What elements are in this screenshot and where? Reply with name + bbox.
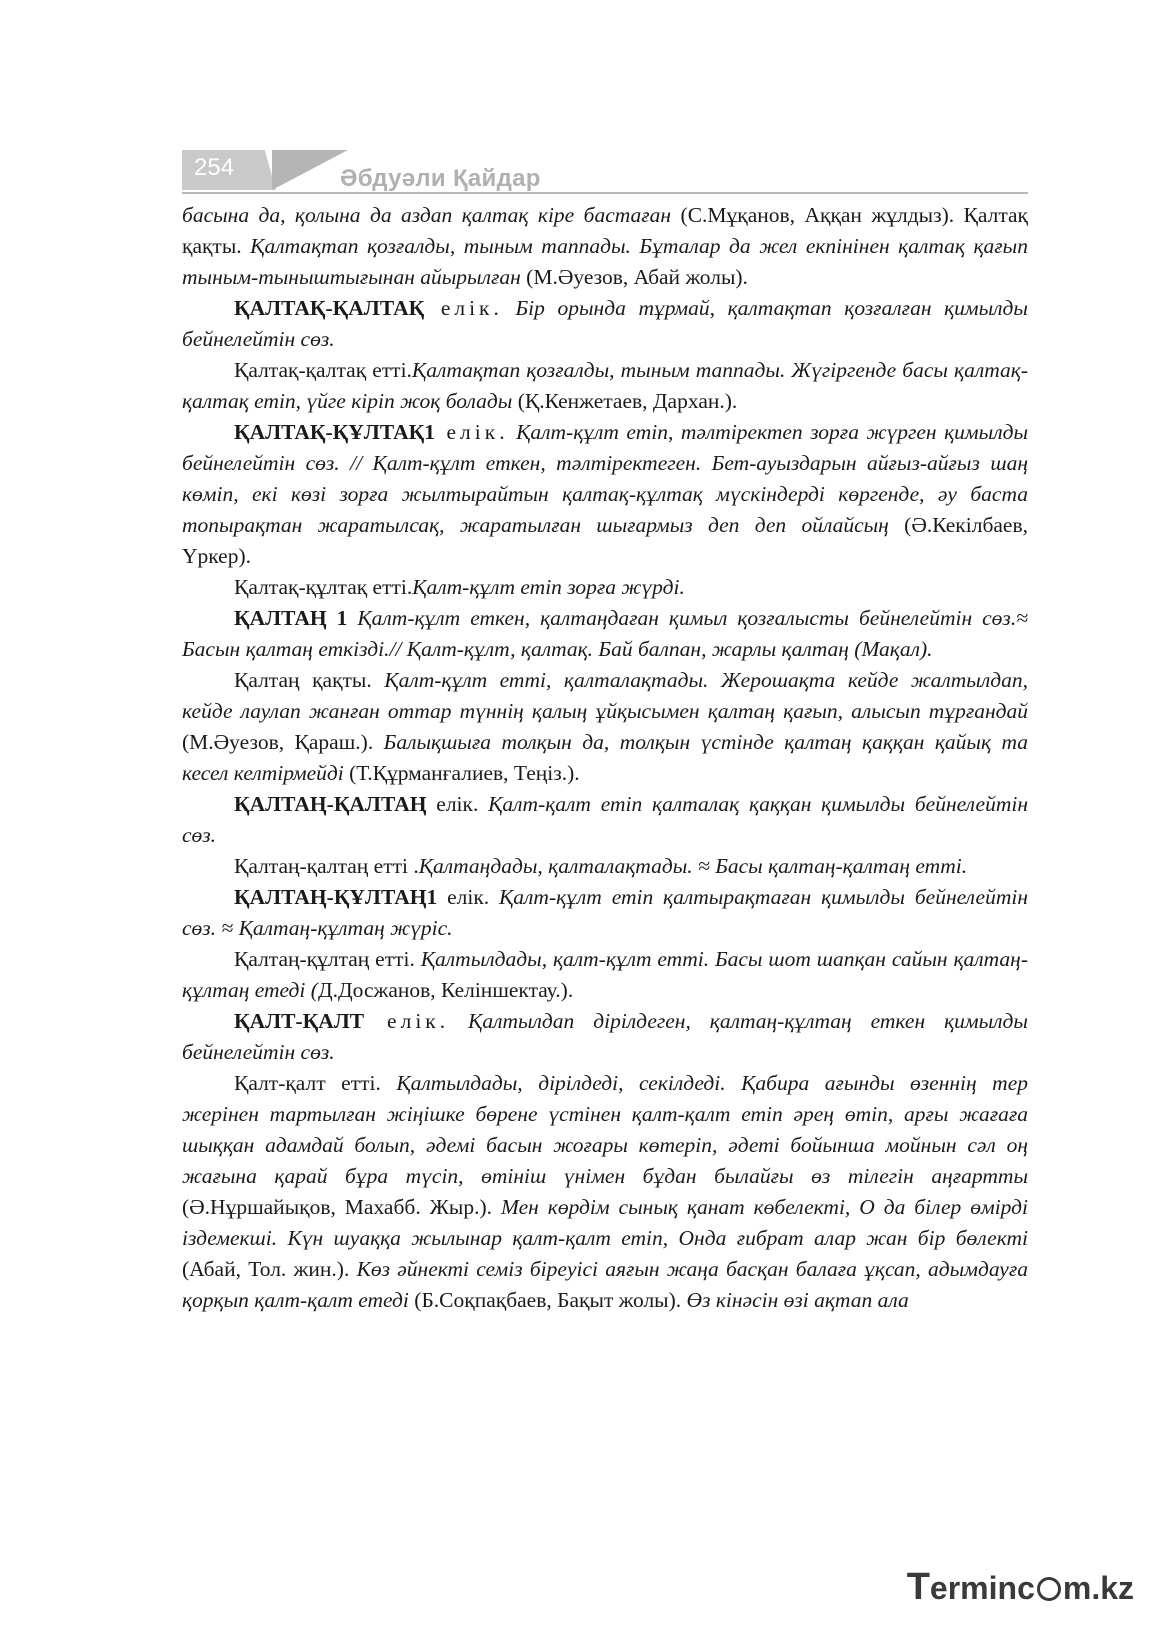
plain-text: (С.Мұқанов, Аққан жұлдыз). Қалтақ қақты. — [182, 203, 1028, 258]
italic-text: Қалтылдап дірілдеген, қалтаң-құлтаң еткен қимылды бейнелейтін сөз. — [182, 1009, 1028, 1064]
italic-text: Қалт-құлт еткен, қалтаңдаған қимыл қозғалысты бейнелейтін сөз.≈ Басын қалтаң еткізді.// Қалт-құлт, қалтақ. Бай балпан, жарлы қалтаң (Мақал). — [182, 606, 1028, 661]
italic-text: Қалт-құлт етті, қалталақтады. Жерошақта кейде жалтылдап, кейде лаулап жанған оттар түннің қалың ұйқысымен қалтаң қағып, алысып тұрғандай — [182, 668, 1028, 723]
dictionary-paragraph — [182, 200, 1028, 293]
plain-text: Қалтақ-құлтақ етті. — [234, 575, 413, 599]
plain-text: (М.Әуезов, Қараш.). — [182, 730, 384, 754]
dictionary-paragraph — [182, 1068, 1028, 1316]
dictionary-text — [182, 200, 1028, 1316]
header-wedge — [272, 150, 348, 190]
termincom-watermark — [907, 1566, 1134, 1609]
plain-text: (М.Әуезов, Абай жолы). — [520, 265, 748, 289]
watermark-t: T — [906, 1566, 930, 1608]
headword: ҚАЛТАҢ-ҚҰЛТАҢ1 — [234, 885, 438, 909]
dictionary-paragraph — [182, 944, 1028, 1006]
plain-text: Қалтаң-құлтаң етті. — [234, 947, 421, 971]
grammar-label: елік. — [424, 296, 503, 320]
plain-text: Қалтақ-қалтақ етті. — [234, 358, 412, 382]
italic-text: Қалт-құлт етіп қалтырақтаған қимылды бейнелейтін сөз. ≈ Қалтаң-құлтаң жүріс. — [182, 885, 1028, 940]
plain-text: елік. — [437, 885, 490, 909]
headword: ҚАЛТАҚ-ҚҰЛТАҚ1 — [234, 420, 435, 444]
page-number: 254 — [194, 154, 235, 181]
italic-text: Көз әйнекті семіз біреуісі аяғын жаңа басқан балаға ұқсап, адымдауға қорқып қалт-қалт етеді — [182, 1257, 1028, 1312]
dictionary-paragraph — [182, 603, 1028, 665]
dictionary-paragraph — [182, 1006, 1028, 1068]
grammar-label: елік. — [434, 420, 509, 444]
italic-text: Қалтаңдады, қалталақтады. ≈ Басы қалтаң-қалтаң етті. — [418, 854, 968, 878]
dictionary-paragraph — [182, 355, 1028, 417]
plain-text: (Қ.Кенжетаев, Дархан.). — [512, 389, 738, 413]
plain-text: Қалт-қалт етті. — [234, 1071, 397, 1095]
dictionary-paragraph — [182, 789, 1028, 851]
dictionary-paragraph — [182, 417, 1028, 572]
magnifier-icon — [1037, 1577, 1061, 1601]
italic-text: Қалт-құлт етіп, тәлтіректеп зорға жүрген қимылды бейнелейтін сөз. // Қалт-құлт еткен, тәлтіректеген. Бет-ауыздарын айғыз-айғыз шаң көміп, екі көзі зорға жылтырайтын қалтақ-құлтақ мүскіндерді көргенде, әу баста топырақтан жаратылсақ, жаратылған шығармыз деп деп ойлайсың — [182, 420, 1029, 537]
headword: ҚАЛТ-ҚАЛТ — [234, 1009, 365, 1033]
grammar-label: елік. — [364, 1009, 450, 1033]
dictionary-paragraph — [182, 851, 1028, 882]
plain-text: Д.Досжанов, Келіншектау.). — [317, 978, 574, 1002]
plain-text: Қалтаң қақты. — [234, 668, 385, 692]
italic-text: Қалт-құлт етіп зорға жүрді. — [412, 575, 685, 599]
italic-text: басына да, қолына да аздап қалтақ кіре бастаған — [182, 203, 672, 227]
plain-text: (Ә.Нұршайықов, Махабб. Жыр.). — [182, 1195, 501, 1219]
running-author-title: Әбдуәли Қайдар — [340, 165, 541, 192]
italic-text: Қалт-қалт етіп қалталақ қаққан қимылды бейнелейтін сөз. — [182, 792, 1028, 847]
italic-text: Қалтақтап қозғалды, тыным таппады. Жүгіргенде басы қалтақ-қалтақ етіп, үйге кіріп жоқ болады — [182, 358, 1028, 413]
dictionary-paragraph — [182, 572, 1028, 603]
dictionary-paragraph — [182, 882, 1028, 944]
italic-text: Қалтылдады, дірілдеді, секілдеді. Қабира ағынды өзеннің тер жерінен тартылған жіңішке бөрене үстінен қалт-қалт етіп әрең өтіп, арғы жағаға шыққан адамдай болып, әдемі басын жоғары көтеріп, әдеті бойынша мойнын сәл оң жағына қарай бұра түсіп, өтініш үнімен бұдан былайғы өз тілегін аңғартты — [182, 1071, 1029, 1188]
plain-text: Қалтаң-қалтаң етті . — [234, 854, 419, 878]
italic-text: Мен көрдім сынық қанат көбелекті, О да білер өмірді іздемекші. Күн шуаққа жылынар қалт-қалт етіп, Онда ғибрат алар жан бір бөлекті — [182, 1195, 1028, 1250]
header-rule — [182, 192, 1028, 194]
italic-text: Қалтақтап қозғалды, тыным таппады. Бұталар да жел екпінінен қалтақ қағып тыным-тыныштығынан айырылған — [182, 234, 1028, 289]
watermark-middle: erminc — [929, 1570, 1035, 1606]
plain-text: елік. — [426, 792, 479, 816]
dictionary-paragraph — [182, 665, 1028, 789]
headword: ҚАЛТАҚ-ҚАЛТАҚ — [234, 296, 425, 320]
italic-text: Қалтылдады, қалт-құлт етті. Басы шот шапқан сайын қалтаң-құлтаң етеді ( — [182, 947, 1029, 1002]
headword: ҚАЛТАҢ-ҚАЛТАҢ — [234, 792, 427, 816]
plain-text: (Абай, Тол. жин.). — [182, 1257, 357, 1281]
italic-text: Балықшыға толқын да, толқын үстінде қалтаң қаққан қайық та кесел келтірмейді — [182, 730, 1028, 785]
italic-text: Бір орында тұрмай, қалтақтап қозғалған қимылды бейнелейтін сөз. — [182, 296, 1028, 351]
dictionary-paragraph — [182, 293, 1028, 355]
plain-text: (Ә.Кекілбаев, Үркер). — [182, 513, 1028, 568]
italic-text: Өз кінәсін өзі ақтап ала — [686, 1288, 909, 1312]
headword: ҚАЛТАҢ 1 — [234, 606, 348, 630]
plain-text: (Б.Соқпақбаев, Бақыт жолы). — [408, 1288, 687, 1312]
page-header — [182, 150, 1028, 196]
watermark-last: m.kz — [1062, 1570, 1134, 1606]
plain-text: (Т.Құрманғалиев, Теңіз.). — [343, 761, 580, 785]
